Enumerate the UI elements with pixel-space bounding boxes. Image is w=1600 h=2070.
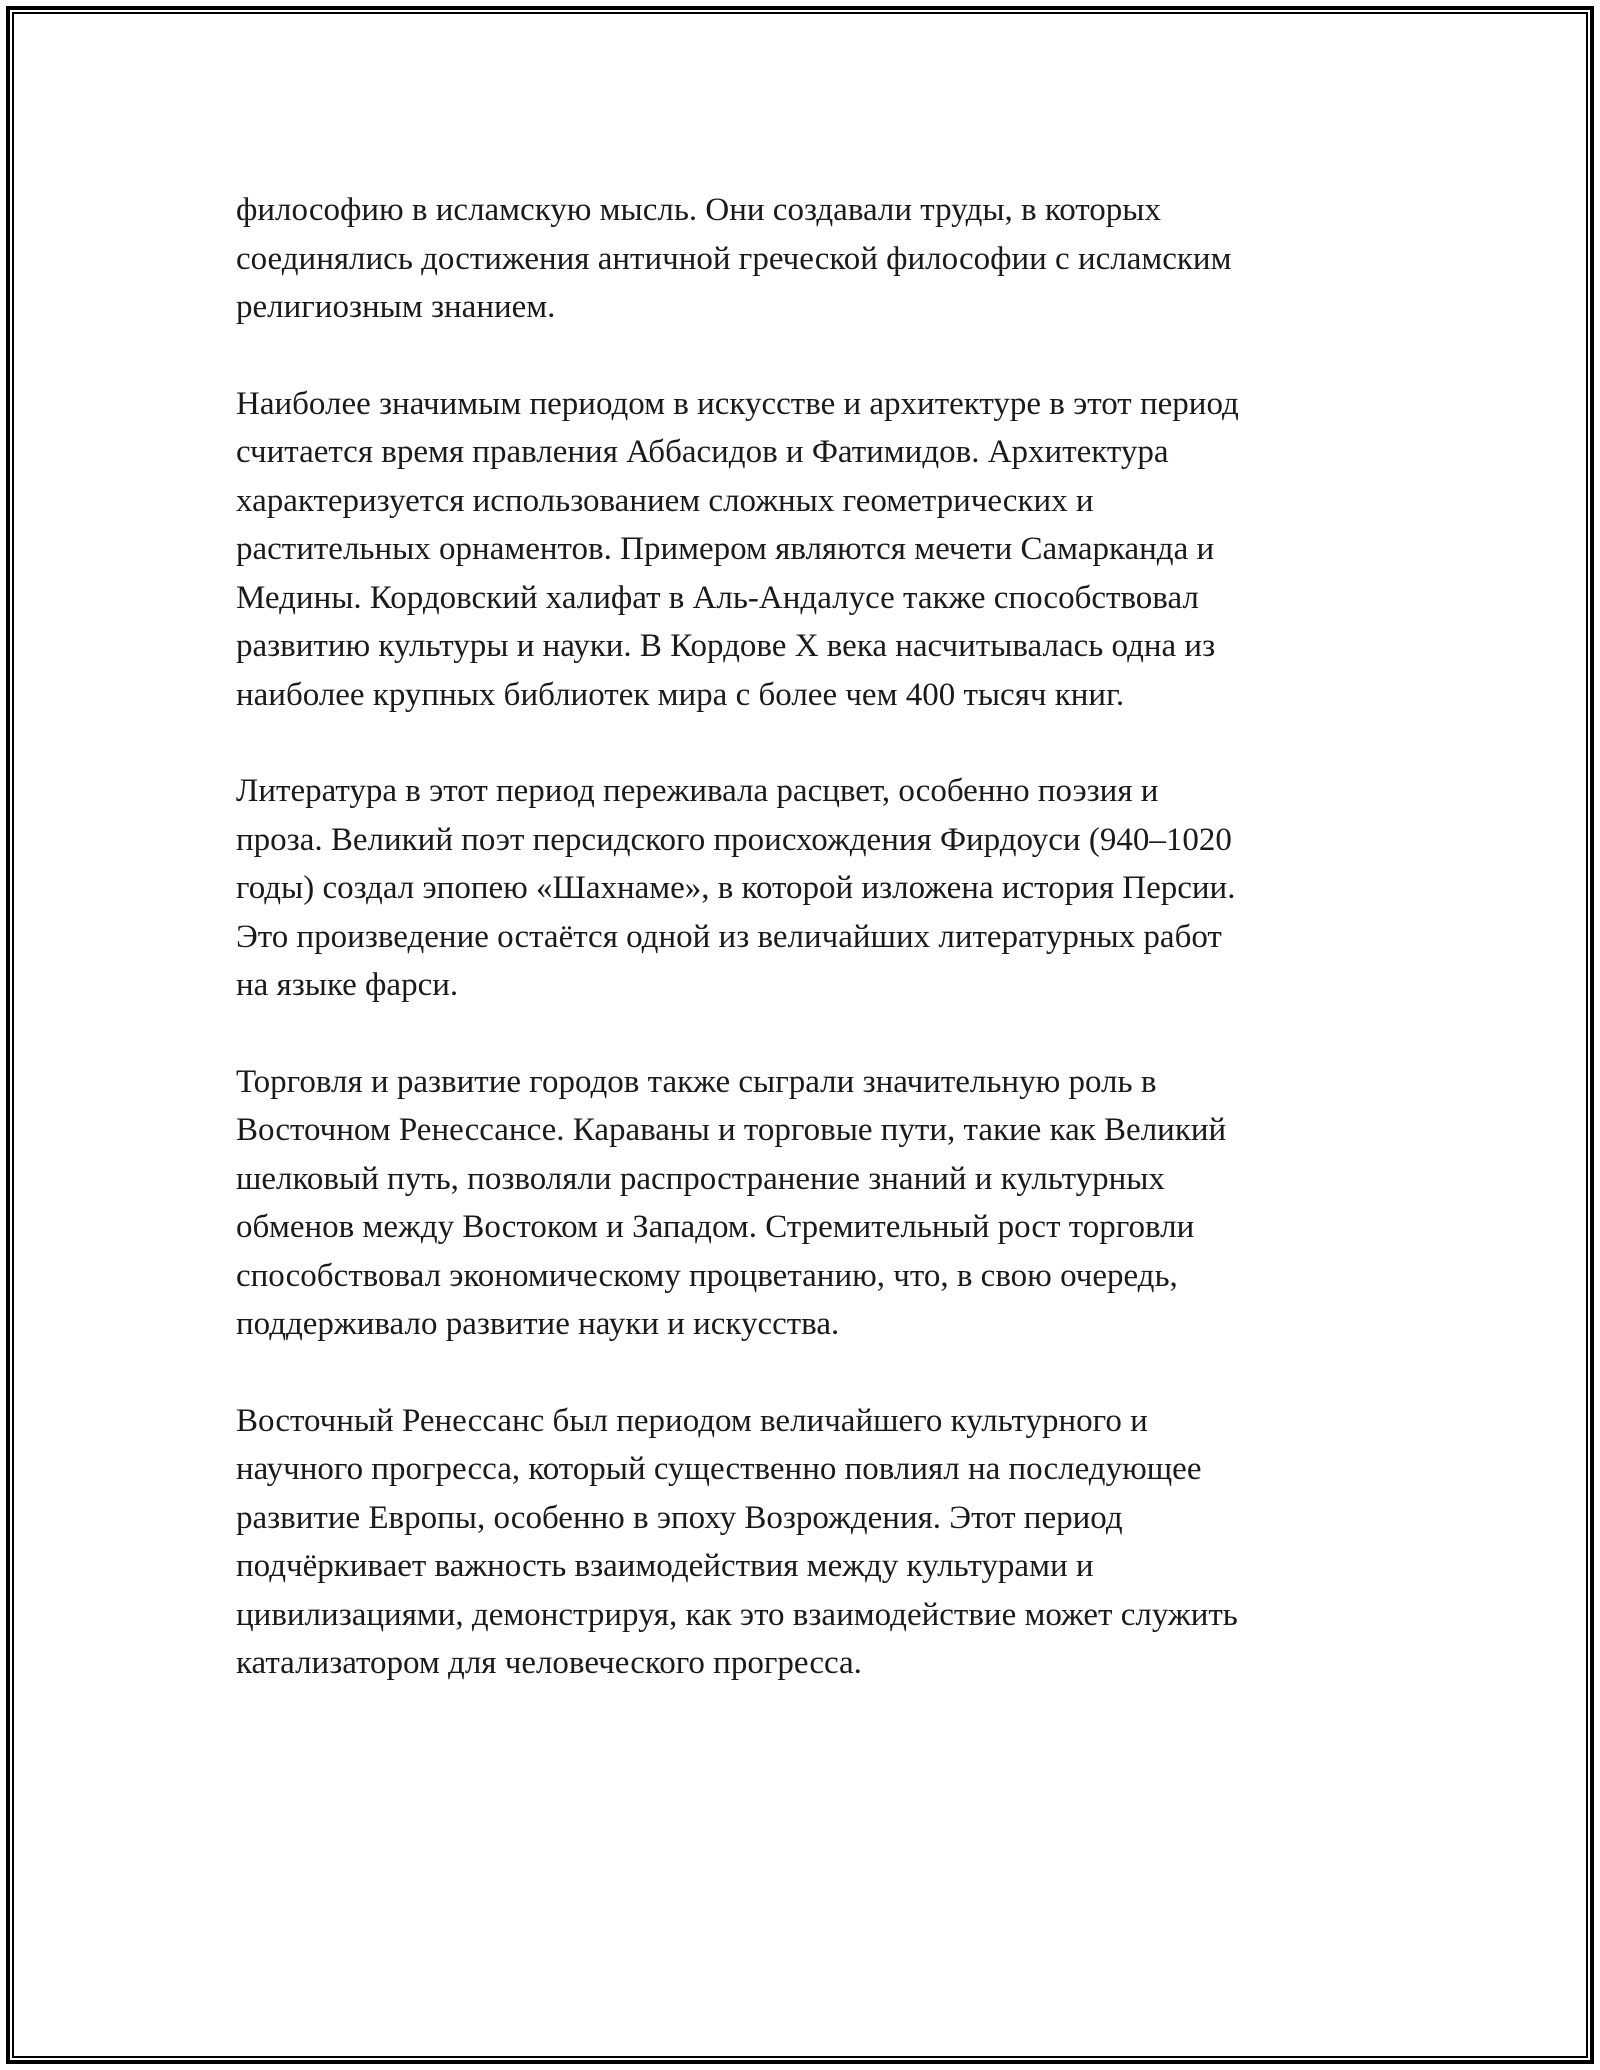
text-line: растительных орнаментов. Примером являются мечети Самарканда и [236, 531, 1215, 567]
text-line: подчёркивает важность взаимодействия между культурами и [236, 1548, 1094, 1584]
text-line: проза. Великий поэт персидского происхождения Фирдоуси (940–1020 [236, 821, 1232, 858]
paragraph-5 [236, 1397, 1366, 1688]
text-line: цивилизациями, демонстрируя, как это взаимодействие может служить [236, 1596, 1238, 1633]
text-line: на языке фарси. [236, 967, 459, 1003]
text-line: Это произведение остаётся одной из величайших литературных работ [236, 918, 1222, 955]
text-line: Медины. Кордовский халифат в Аль-Андалусе также способствовал [236, 579, 1199, 616]
text-line: способствовал экономическому процветанию, что, в свою очередь, [236, 1257, 1178, 1294]
text-line: развитие Европы, особенно в эпоху Возрождения. Этот период [236, 1499, 1123, 1536]
text-line: характеризуется использованием сложных геометрических и [236, 482, 1094, 519]
text-line: наиболее крупных библиотек мира с более чем 400 тысяч книг. [236, 676, 1125, 713]
text-line: считается время правления Аббасидов и Фатимидов. Архитектура [236, 434, 1169, 470]
paragraph-2 [236, 380, 1366, 720]
text-line: развитию культуры и науки. В Кордове X века насчитывалась одна из [236, 628, 1216, 664]
text-line: поддерживало развитие науки и искусства. [236, 1306, 840, 1342]
paragraph-3 [236, 767, 1366, 1010]
text-line: Наиболее значимым периодом в искусстве и архитектуре в этот период [236, 385, 1239, 422]
document-body [236, 186, 1366, 1736]
text-line: религиозным знанием. [236, 289, 556, 325]
text-line: обменов между Востоком и Западом. Стремительный рост торговли [236, 1209, 1195, 1245]
text-line: научного прогресса, который существенно повлиял на последующее [236, 1451, 1202, 1487]
text-line: Торговля и развитие городов также сыграли значительную роль в [236, 1063, 1157, 1100]
text-line: философию в исламскую мысль. Они создавали труды, в которых [236, 192, 1161, 228]
text-line: годы) создал эпопею «Шахнаме», в которой изложена история Персии. [236, 870, 1236, 906]
text-line: катализатором для человеческого прогресса. [236, 1645, 862, 1681]
text-line: Литература в этот период переживала расцвет, особенно поэзия и [236, 773, 1159, 809]
text-line: шелковый путь, позволяли распространение знаний и культурных [236, 1160, 1165, 1197]
paragraph-1 [236, 186, 1366, 332]
text-line: соединялись достижения античной греческой философии с исламским [236, 240, 1232, 277]
paragraph-4 [236, 1058, 1366, 1349]
text-line: Восточном Ренессансе. Караваны и торговые пути, такие как Великий [236, 1112, 1227, 1148]
text-line: Восточный Ренессанс был периодом величайшего культурного и [236, 1402, 1148, 1439]
